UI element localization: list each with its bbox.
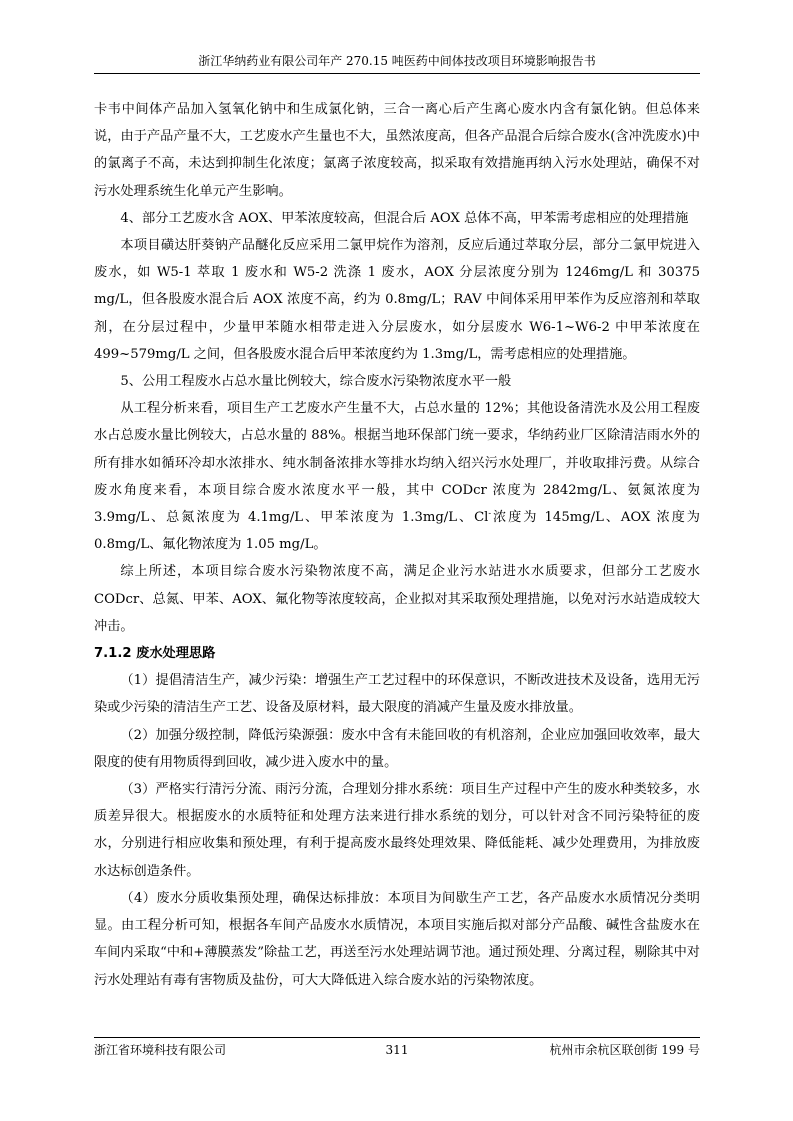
measure-1: （1）提倡清洁生产，减少污染：增强生产工艺过程中的环保意识，不断改进技术及设备，选用无污染或少污染的清洁生产工艺、设备及原材料，最大限度的消减产生量及废水排放量。 [94, 673, 700, 716]
header-divider [94, 73, 700, 74]
item-4-heading: 4、部分工艺废水含 AOX、甲苯浓度较高，但混合后 AOX 总体不高，甲苯需考虑相应的处理措施 [120, 210, 689, 226]
footer-address: 杭州市余杭区联创街 199 号 [549, 1043, 700, 1057]
section-heading: 7.1.2 废水处理思路 [94, 646, 216, 662]
footer-divider [94, 1037, 700, 1038]
paragraph-summary: 综上所述，本项目综合废水污染物浓度不高，满足企业污水站进水水质要求，但部分工艺废水 CODcr、总氮、甲苯、AOX、氟化物等浓度较高，企业拟对其采取预处理措施，以免对污水站造成较大冲击。 [94, 564, 700, 634]
paragraph-water-ratio [94, 395, 700, 558]
item-5-heading: 5、公用工程废水占总水量比例较大，综合废水污染物浓度水平一般 [120, 374, 512, 390]
measure-4: （4）废水分质收集预处理，确保达标排放：本项目为间歇生产工艺，各产品废水水质情况分类明显。由工程分析可知，根据各车间产品废水水质情况，本项目实施后拟对部分产品酸、碱性含盐废水在车间内采取“中和+薄膜蒸发”除盐工艺，再送至污水处理站调节池。通过预处理、分离过程，剔除其中对污水处理站有毒有害物质及盐份，可大大降低进入综合废水站的污染物浓度。 [94, 890, 700, 988]
page-number: 311 [385, 1043, 409, 1057]
paragraph-aox-toluene: 本项目磺达肝葵钠产品醚化反应采用二氯甲烷作为溶剂，反应后通过萃取分层，部分二氯甲烷进入废水，如 W5-1 萃取 1 废水和 W5-2 洗涤 1 废水，AOX 分层浓度分别为 1246mg/L 和 30375 mg/L，但各股废水混合后 AOX 浓度不高，约为 0.8mg/L；RAV 中间体采用甲苯作为反应溶剂和萃取剂，在分层过程中，少量甲苯随水相带走进入分层废水，如分层废水 W6-1~W6-2 中甲苯浓度在 499~579mg/L 之间，但各股废水混合后甲苯浓度约为 1.3mg/L，需考虑相应的处理措施。 [94, 238, 700, 362]
paragraph-water-ratio-part1: 从工程分析来看，项目生产工艺废水产生量不大，占总水量的 12%；其他设备清洗水及公用工程废水占总废水量比例较大，占总水量的 88%。根据当地环保部门统一要求，华纳药业厂区除清洁雨水外的所有排水如循环冷却水浓排水、纯水制备浓排水等排水均纳入绍兴污水处理厂，并收取排污费。从综合废水角度来看，本项目综合废水浓度水平一般，其中 CODcr 浓度为 2842mg/L、氨氮浓度为 3.9mg/L、总氮浓度为 4.1mg/L、甲苯浓度为 1.3mg/L、Cl [94, 401, 700, 526]
measure-3: （3）严格实行清污分流、雨污分流，合理划分排水系统：项目生产过程中产生的废水种类较多，水质差异很大。根据废水的水质特征和处理方法来进行排水系统的划分，可以针对含不同污染特征的废水，分别进行相应收集和预处理，有利于提高废水最终处理效果、降低能耗、减少处理费用，为排放废水达标创造条件。 [94, 782, 700, 879]
footer-company: 浙江省环境科技有限公司 [94, 1043, 227, 1057]
paragraph-water-ratio-part2: 浓度为 145mg/L、AOX 浓度为 0.8mg/L、氟化物浓度为 1.05 mg/L。 [94, 510, 700, 553]
page-footer [94, 1042, 700, 1060]
measure-2: （2）加强分级控制，降低污染源强：废水中含有未能回收的有机溶剂，企业应加强回收效率，最大限度的使有用物质得到回收，减少进入废水中的量。 [94, 727, 700, 770]
paragraph-chloride: 卡韦中间体产品加入氢氧化钠中和生成氯化钠，三合一离心后产生离心废水内含有氯化钠。但总体来说，由于产品产量不大，工艺废水产生量也不大，虽然浓度高，但各产品混合后综合废水(含冲洗废水)中的氯离子不高，未达到抑制生化浓度；氯离子浓度较高，拟采取有效措施再纳入污水处理站，确保不对污水处理系统生化单元产生影响。 [94, 102, 700, 199]
document-body [94, 96, 700, 994]
chloride-superscript: - [488, 508, 492, 518]
page-header: 浙江华纳药业有限公司年产 270.15 吨医药中间体技改项目环境影响报告书 [198, 54, 596, 68]
